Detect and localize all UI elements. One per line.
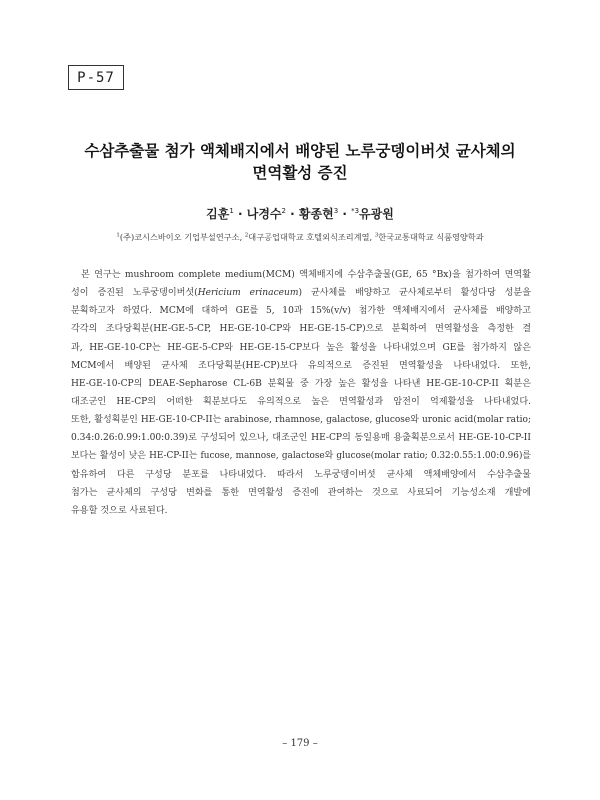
abstract-line: 0.34:0.26:0.99:1.00:0.39)로 구성되어 있으나, 대조군인 HE-CP의 동일용매 용출획분으로서 HE-GE-10-CP-II <box>71 433 531 444</box>
poster-number-badge <box>68 65 124 90</box>
author-4: 유광원 <box>359 207 394 221</box>
abstract-line: 또한, 활성획분인 HE-GE-10-CP-II는 arabinose, rhamnose, galactose, glucose와 uronic acid(molar ratio; <box>71 415 531 426</box>
abstract-line: 유용할 것으로 사료된다. <box>71 505 168 516</box>
abstract-body <box>71 266 531 520</box>
affiliation-2: 대구공업대학교 호텔외식조리계열, <box>248 232 375 242</box>
author-1-mark: 1 <box>229 207 234 215</box>
affiliation-3-mark: 3 <box>374 232 379 239</box>
author-2: 나경수 <box>246 207 282 221</box>
abstract-line: 보다는 활성이 낮은 HE-CP-II는 fucose, mannose, galactose와 glucose(molar ratio; 0.32:0.55:1.00:0.96)를 <box>71 451 531 462</box>
abstract-line: MCM에서 배양된 균사체 조다당획분(HE-CP)보다 유의적으로 증진된 면역활성을 나타내었다. 또한, <box>71 360 531 371</box>
abstract-line: 성이 증진된 노루궁뎅이버섯(Hericium erinaceum) 균사체를 배양하고 균사체로부터 활성다당 성분을 <box>71 288 531 299</box>
abstract-line: 대조군인 HE-CP의 어떠한 획분보다도 유의적으로 높은 면역활성과 암전이 억제활성을 나타내었다. <box>71 396 531 407</box>
affiliations <box>70 232 530 243</box>
abstract-line: 각각의 조다당획분(HE-GE-5-CP, HE-GE-10-CP와 HE-GE-15-CP)으로 분획하여 면역활성을 측정한 결 <box>71 324 531 335</box>
poster-number: P-57 <box>77 69 115 86</box>
species-name: Hericium erinaceum <box>197 288 299 299</box>
author-list <box>60 205 540 222</box>
abstract-line: HE-GE-10-CP의 DEAE-Sepharose CL-6B 분획물 중 가장 높은 활성을 나타낸 HE-GE-10-CP-II 획분은 <box>71 378 531 389</box>
affiliation-3: 한국교통대학교 식품영양학과 <box>378 232 484 242</box>
author-separator: · <box>233 207 247 221</box>
abstract-line: 과, HE-GE-10-CP는 HE-GE-5-CP와 HE-GE-15-CP보다 높은 활성을 나타내었으며 GE를 첨가하지 않은 <box>71 342 531 353</box>
abstract-line: 본 연구는 mushroom complete medium(MCM) 액체배지에 수삼추출물(GE, 65 °Bx)을 첨가하여 면역활 <box>81 270 531 280</box>
affiliation-1-mark: 1 <box>116 232 120 239</box>
author-2-mark: 2 <box>281 207 286 215</box>
author-4-mark: *3 <box>351 207 360 215</box>
title-line-1: 수삼추출물 첨가 액체배지에서 배양된 노루궁뎅이버섯 균사체의 <box>84 142 516 160</box>
page-number: – 179 – <box>282 738 318 749</box>
author-1: 김훈 <box>206 207 230 221</box>
abstract-line: 함유하여 다른 구성당 분포를 나타내었다. 따라서 노루궁뎅이버섯 균사체 액체배양에서 수삼추출물 <box>71 469 531 480</box>
author-3-mark: 3 <box>333 207 339 215</box>
affiliation-2-mark: 2 <box>244 232 249 239</box>
abstract-line: 첨가는 균사체의 구성당 변화를 통한 면역활성 증진에 관여하는 것으로 사료되어 기능성소재 개발에 <box>71 487 531 498</box>
author-3: 황종현 <box>298 207 334 221</box>
title-line-2: 면역활성 증진 <box>252 164 348 182</box>
paper-title <box>60 140 540 184</box>
author-separator: · <box>338 207 352 221</box>
affiliation-1: (주)코시스바이오 기업부설연구소, <box>119 232 245 242</box>
author-separator: · <box>285 207 299 221</box>
abstract-line: 분획하고자 하였다. MCM에 대하여 GE를 5, 10과 15%(v/v) 첨가한 액체배지에서 균사체를 배양하고 <box>71 306 531 317</box>
